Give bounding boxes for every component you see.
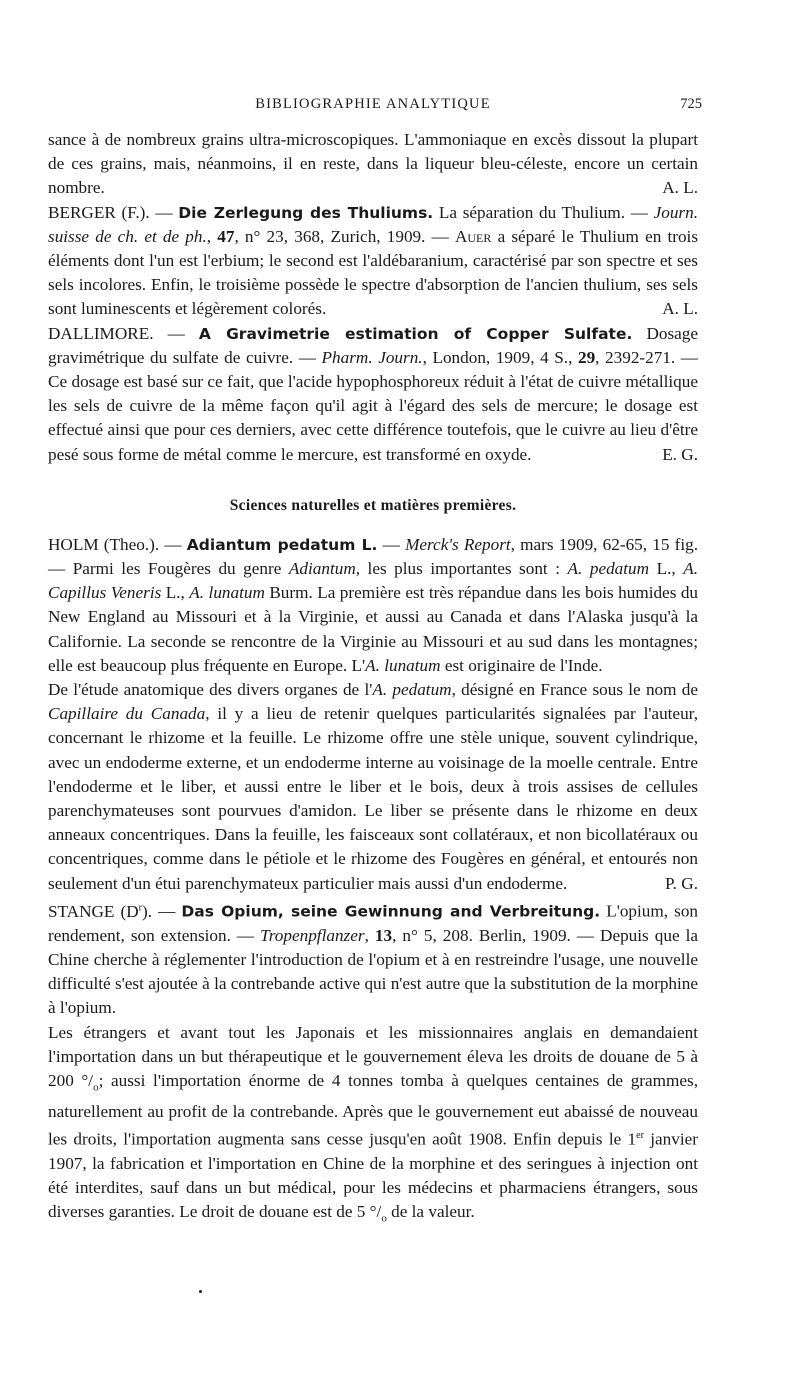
entry-stange-paragraph-2: Les étrangers et avant tout les Japonais et les missionnaires anglais en demandaient l'importation dans un but thérapeutique et le gouvernement éleva les droits de douane de 5 à 200 $^\circ/_o$; aussi l'importation énorme de 4 tonnes tomba à quelques centaines de grammes, naturellement au profit de la contrebande. Après que le gouvernement eut abaissé de nouveau les droits, l'importation augmenta sans cesse jusqu'en août 1908. Enfin depuis le 1er janvier 1907, la fabrication et l'importation en Chine de la morphine et des seringues à injection ont été interdites, sauf dans un but médical, pour les médecins et pharmaciens étrangers, sous diverses garanties. Le droit de douane est de 5 $^\circ/_o$ de la valeur. [48, 1022, 699, 1225]
entry-body: a séparé le Thulium en trois éléments dont l'un est l'erbium; le second est l'aldébaranium, caractérisé par son spectre et ses sels incolores. Enfin, le troisième possède le spectre d'absorption de l'ancien thulium, ses sels sont luminescents et légèrement colorés. [48, 226, 699, 319]
entry-journal: Tropenpflanzer [260, 925, 365, 945]
entry-body: Les étrangers et avant tout les Japonais et les missionnaires anglais en demandaient l'importation dans un but thérapeutique et le gouvernement éleva les droits de douane de 5 à 200 °/ [48, 1022, 698, 1091]
entry-journal: Pharm. Journ. [321, 347, 423, 367]
entry-stange: STANGE $(D^r)$. — Das Opium, seine Gewinnung and Verbreitung. L'opium, son rendement, son extension. — Tropenpflanzer, 13, n° 5, 208. Berlin, 1909. — Depuis que la Chine cherche à réglementer l'introduction de l'opium et à en restreindre l'usage, une nouvelle difficulté s'est ajoutée à la contrebande active qui n'est autre que la substitution de la morphine à l'opium. [48, 901, 699, 1018]
entry-berger: BERGER (F.). — Die Zerlegung des Thuliums. La séparation du Thulium. — Journ. suisse de ch. et de ph., 47, n° 23, 368, Zurich, 1909. — Auer a séparé le Thulium en trois éléments dont l'un est l'erbium; le second est l'aldébaranium, caractérisé par son spectre et ses sels incolores. Enfin, le troisième possède le spectre d'absorption de l'ancien thulium, ses sels sont luminescents et légèrement colorés. A. L. [48, 201, 698, 322]
entry-signature: A. L. [662, 299, 698, 319]
entry-signature: E. G. [662, 444, 698, 464]
entry-author: HOLM (Theo.). [48, 534, 160, 554]
common-name: Capillaire du Canada [48, 704, 206, 724]
genus-name: Adiantum [288, 559, 356, 579]
entry-citation-pre: , London, 1909, 4 S., [422, 347, 578, 367]
entry-author: DALLIMORE. [48, 323, 154, 343]
entry-title: Das Opium, seine Gewinnung and Verbreitung. [181, 902, 601, 921]
section-heading: Sciences naturelles et matières premières. [229, 496, 517, 514]
entry-body: , les plus importantes sont : [355, 559, 568, 579]
entry-body: Parmi les Fougères du genre [72, 559, 289, 579]
entry-body: janvier 1907, la fabrication et l'importation en Chine de la morphine et des seringues à injection ont été interdites, sauf dans un but médical, pour les médecins et pharmaciens étrangers, sous diverses garanties. Le droit de douane est de 5 °/ [48, 1129, 698, 1222]
entry-author: BERGER (F.). [48, 202, 150, 222]
entry-subtitle: La séparation du Thulium. — [433, 202, 654, 222]
species-name: A. lunatum [189, 583, 265, 603]
entry-text: sance à de nombreux grains ultra-microscopiques. L'ammoniaque en excès dissout la plupart de ces grains, mais, néanmoins, il en reste, dans la liqueur bleu-céleste, encore un certain nombre. [48, 130, 698, 198]
page-number: 725 [680, 96, 702, 112]
species-name: A. pedatum [567, 559, 650, 579]
entry-body: , désigné en France sous le nom de [451, 680, 698, 700]
entry-title: Adiantum pedatum L. [186, 535, 378, 554]
species-name: A. Capillus Veneris [48, 559, 699, 603]
entry-journal: Journ. suisse de ch. et de ph. [48, 202, 699, 246]
entry-citation: , 2392-271. — [595, 347, 698, 367]
species-name: A. lunatum [365, 655, 441, 675]
entry-body: est originaire de l'Inde. [440, 655, 603, 675]
entry-dallimore: DALLIMORE. — A Gravimetrie estimation of Copper Sulfate. Dosage gravimétrique du sulfate de cuivre. — Pharm. Journ., London, 1909, 4 S., 29, 2392-271. — Ce dosage est basé sur ce fait, que l'acide hypophosphoreux réduit à l'état de cuivre métallique les sels de cuivre de la même façon qu'il agit à l'égard des sels de mercure; le dosage est effectué ainsi que pour ces derniers, avec cette différence toutefois, que le cuivre au lieu d'être pesé sous forme de métal comme le mercure, est transformé en oxyde. E. G. [48, 322, 698, 467]
entry-continuation [48, 128, 698, 201]
entry-body: Burm. La première est très répandue dans les bois humides du New England au Missouri et à la Virginie, et aussi au Canada et dans l'Alaska jusqu'à la Californie. La seconde se rencontre de la Virginie au Missouri et au sud dans les montagnes; elle est beaucoup plus fréquente en Europe. L' [48, 583, 699, 675]
entry-holm: HOLM (Theo.). — Adiantum pedatum L. — Merck's Report, mars 1909, 62-65, 15 fig. — Parmi les Fougères du genre Adiantum, les plus importantes sont : A. pedatum L., A. Capillus Veneris L., A. lunatum Burm. La première est très répandue dans les bois humides du New England au Missouri et à la Virginie, et aussi au Canada et dans l'Alaska jusqu'à la Californie. La seconde se rencontre de la Virginie au Missouri et au sud dans les montagnes; elle est beaucoup plus fréquente en Europe. L'A. lunatum est originaire de l'Inde. [48, 534, 699, 675]
entry-body: , il y a lieu de retenir quelques particularités signalées par l'auteur, concernant le rhizome et la feuille. Le rhizome offre une stèle unique, souvent cylindrique, avec un endoderme externe, et un endoderme interne au voisinage de la moelle centrale. Entre l'endoderme et le liber, et aussi entre le liber et le bois, deux à trois assises de cellules parenchymateuses sont pourvues d'amidon. Le liber se présente dans le rhizome en deux anneaux concentriques. Dans la feuille, les faisceaux sont collatéraux, et non bicollatéraux ou concentriques, comme dans le pétiole et le rhizome des Fougères en général, et entourés non seulement d'un étui parenchymateux particulier mais aussi d'un endoderme. [48, 704, 698, 893]
printer-dot [199, 1290, 202, 1293]
entry-citation: , n° 23, 368, Zurich, 1909. — [234, 226, 455, 246]
entry-volume: 13 [374, 925, 393, 945]
running-head [48, 92, 702, 118]
running-title: BIBLIOGRAPHIE ANALYTIQUE [255, 96, 491, 112]
entry-title: Die Zerlegung des Thuliums. [178, 203, 434, 222]
entry-journal: Merck's Report [405, 534, 511, 554]
entry-subtitle: L'opium, son rendement, son extension. — [48, 901, 699, 945]
bibliography-block [48, 128, 698, 1231]
entry-signature: P. G. [665, 873, 698, 893]
entry-body: L., [161, 583, 190, 603]
entry-volume: 29 [577, 347, 596, 367]
entry-body: Ce dosage est basé sur ce fait, que l'acide hypophosphoreux réduit à l'état de cuivre métallique les sels de cuivre de la même façon qu'il agit à l'égard des sels de mercure; le dosage est effectué ainsi que pour ces derniers, avec cette différence toutefois, que le cuivre au lieu d'être pesé sous forme de métal comme le mercure, est transformé en oxyde. [48, 372, 698, 464]
entry-title: A Gravimetrie estimation of Copper Sulfate. [198, 324, 633, 343]
entry-auer: Auer [454, 226, 492, 246]
page-body [48, 92, 702, 1231]
entry-author: STANGE $(D^r)$. [48, 901, 153, 921]
entry-subtitle: Dosage gravimétrique du sulfate de cuivre. — [48, 323, 699, 367]
entry-citation: , mars 1909, 62-65, 15 fig. — [48, 534, 699, 579]
entry-holm-paragraph-2 [48, 678, 698, 896]
species-name: A. pedatum [372, 680, 452, 700]
entry-body: de la valeur. [386, 1202, 475, 1222]
entry-signature: A. L. [662, 178, 698, 198]
entry-volume: 47 [217, 226, 235, 246]
entry-body: De l'étude anatomique des divers organes de l' [48, 680, 373, 700]
entry-citation: , n° 5, 208. Berlin, 1909. — Depuis que la Chine cherche à réglementer l'introduction de l'opium et à en restreindre l'usage, une nouvelle difficulté s'est ajoutée à la contrebande active qui n'est autre que la substitution de la morphine à l'opium. [48, 925, 699, 1018]
entry-body: ; aussi l'importation énorme de 4 tonnes tomba à quelques centaines de grammes, naturellement au profit de la contrebande. Après que le gouvernement eut abaissé de nouveau les droits, l'importation augmenta sans cesse jusqu'en août 1908. Enfin depuis le 1 [48, 1071, 699, 1149]
entry-body: L., [649, 559, 684, 579]
